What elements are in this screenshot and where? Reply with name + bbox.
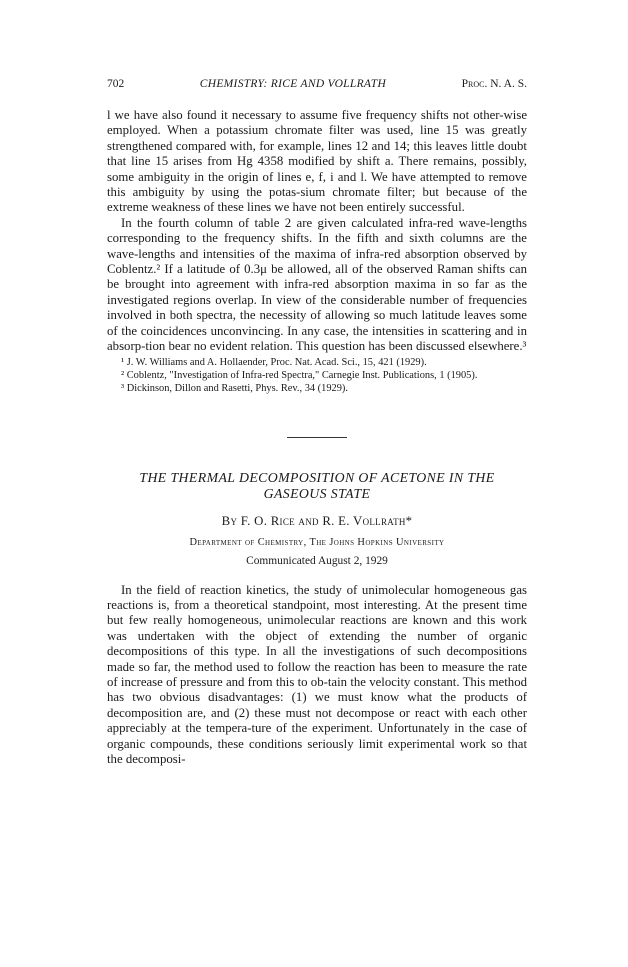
footnote-2: ² Coblentz, "Investigation of Infra-red Spectra," Carnegie Inst. Publications, 1 (1905). (121, 369, 478, 381)
section-divider (287, 437, 347, 438)
journal-name: Proc. N. A. S. (461, 78, 527, 90)
running-head (107, 78, 527, 94)
footnote-3: ³ Dickinson, Dillon and Rasetti, Phys. Rev., 34 (1929). (121, 382, 348, 394)
footnote-1: ¹ J. W. Williams and A. Hollaender, Proc. Nat. Acad. Sci., 15, 421 (1929). (121, 356, 427, 368)
article-body (107, 583, 527, 768)
page (107, 78, 527, 767)
article-byline: By F. O. Rice and R. E. Vollrath* (221, 513, 413, 528)
communicated-date: Communicated August 2, 1929 (246, 554, 388, 567)
continued-paragraph-1: l we have also found it necessary to assume five frequency shifts not other-wise employed. When a potassium chromate filter was used, line 15 was greatly strengthened compared with, for example, lines 12 and 14; this leaves little doubt that line 15 arises from Hg 4358 modified by shift a. There remains, possibly, some ambiguity in the origin of lines e, f, i and l. We have attempted to remove this ambiguity by using the potas-sium chromate filter; but because of the extreme weakness of these lines we have not been entirely successful. (107, 108, 527, 215)
page-number: 702 (107, 78, 125, 90)
continued-paragraph-2: In the fourth column of table 2 are given calculated infra-red wave-lengths corresponding to the frequency shifts. In the fifth and sixth columns are the wave-lengths and intensities of the maxima of infra-red absorption observed by Coblentz.² If a latitude of 0.3μ be allowed, all of the observed Raman shifts can be brought into agreement with infra-red absorption maxima in so far as the investigated regions overlap. In view of the considerable number of frequencies involved in both spectra, the necessity of allowing so much latitude leaves some of the coincidences unconvincing. In any case, the intensities in scattering and in absorp-tion bear no evident relation. This question has been discussed elsewhere.³ (107, 215, 527, 354)
article-affiliation: Department of Chemistry, The Johns Hopkins University (189, 536, 445, 548)
article-paragraph-1: In the field of reaction kinetics, the study of unimolecular homogeneous gas reactions is, from a theoretical standpoint, most interesting. At the present time but few really homogeneous, unimolecular reactions are known and this work was undertaken with the object of extending the number of organic decompositions of this type. In all the investigations of such decompositions made so far, the method used to follow the reaction has been to measure the rate of increase of pressure and from this to ob-tain the velocity constant. This method has two obvious disadvantages: (1) we must know what the products of decomposition are, and (2) these must not decompose or react with each other appreciably at the tempera-ture of the experiment. Unfortunately in the case of organic compounds, these conditions seriously limit experimental work so that the decomposi- (107, 582, 527, 766)
article-title: THE THERMAL DECOMPOSITION OF ACETONE IN THE GASEOUS STATE (139, 469, 495, 501)
footnotes (107, 356, 527, 395)
running-title: CHEMISTRY: RICE AND VOLLRATH (199, 78, 387, 90)
